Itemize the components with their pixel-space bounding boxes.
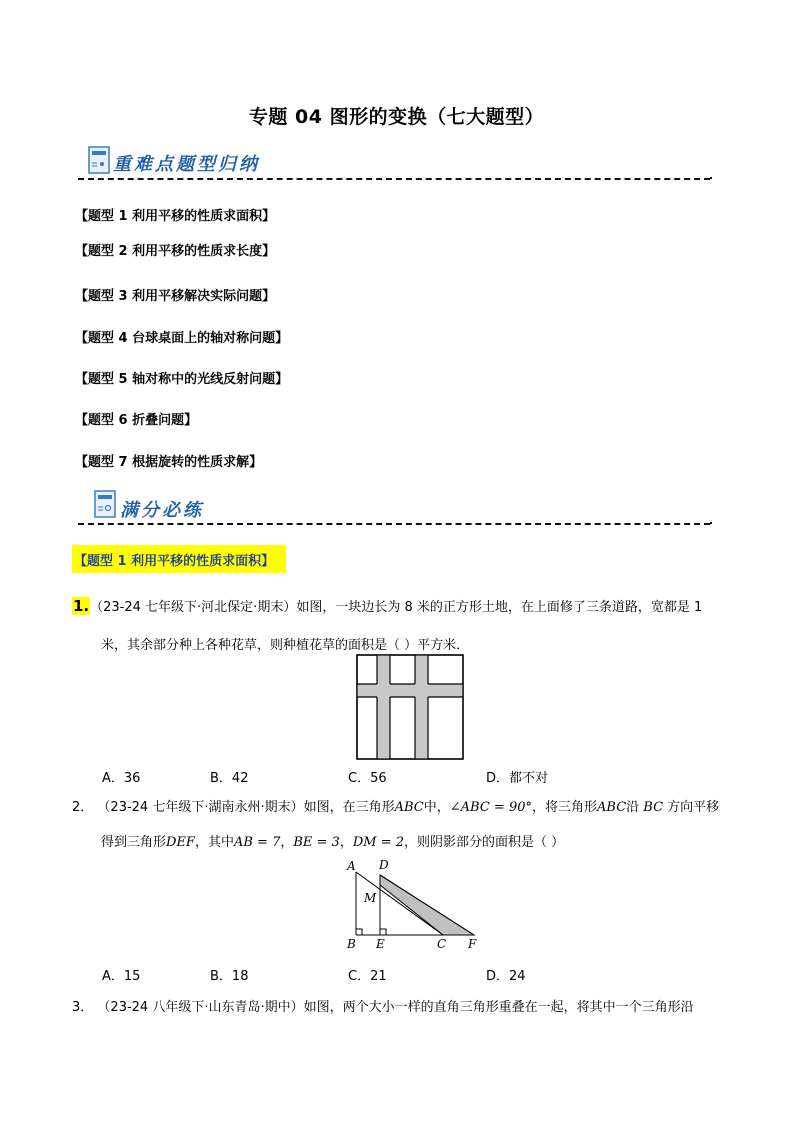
math: ABC: [394, 800, 424, 815]
question-type-tag-label: 【题型 1 利用平移的性质求面积】: [74, 553, 275, 569]
option-c: C．21: [348, 969, 387, 984]
math: DEF: [166, 835, 195, 850]
question-2-line-2: [101, 831, 564, 850]
section-header-key-types: [78, 146, 710, 186]
toc-item-5: 【题型 5 轴对称中的光线反射问题】: [75, 372, 289, 387]
label-d: D: [379, 858, 389, 872]
question-number: 2．: [72, 800, 94, 815]
option-b: B．42: [210, 771, 249, 786]
question-text: （23-24 七年级下·河北保定·期末）如图，一块边长为 8 米的正方形土地，在上面修了三条道路，宽都是 1: [90, 600, 703, 615]
figure-triangle-translation: [335, 856, 485, 952]
toc-item-7: 【题型 7 根据旋转的性质求解】: [75, 455, 263, 470]
label-m: M: [364, 891, 377, 905]
option-c: C．56: [348, 771, 387, 786]
label-c: C: [437, 937, 447, 951]
text: ，则阴影部分的面积是（ ）: [404, 835, 565, 850]
question-3-line-1: [72, 996, 694, 1015]
divider-end: [710, 522, 712, 524]
label-e: E: [376, 937, 385, 951]
question-2-line-1: [72, 796, 719, 815]
text: ，其中: [194, 835, 234, 850]
option-d: D．都不对: [486, 771, 549, 786]
section-title: 重难点题型归纳: [113, 154, 260, 175]
label-f: F: [468, 937, 477, 951]
figure-square-roads: [356, 654, 464, 760]
text: ，将三角形: [532, 800, 598, 815]
question-number: 3．: [72, 1000, 94, 1015]
toc-item-3: 【题型 3 利用平移解决实际问题】: [75, 289, 276, 304]
toc-item-2: 【题型 2 利用平移的性质求长度】: [75, 244, 276, 259]
book-search-icon: [94, 490, 116, 518]
section-title: 满分必练: [120, 500, 204, 521]
text: 方向平移: [663, 800, 720, 815]
math: ∠ABC = 90°: [449, 800, 532, 815]
question-number: 1.: [73, 597, 90, 615]
text: 得到三角形: [101, 835, 167, 850]
question-1-line-1: [72, 596, 702, 615]
text: （23-24 七年级下·湖南永州·期末）如图，在三角形: [97, 800, 395, 815]
math: DM = 2: [352, 835, 405, 850]
toc-item-6: 【题型 6 折叠问题】: [75, 413, 198, 428]
toc-item-4: 【题型 4 台球桌面上的轴对称问题】: [75, 331, 289, 346]
option-a: A．15: [102, 969, 141, 984]
option-a: A．36: [102, 771, 141, 786]
question-text: （23-24 八年级下·山东青岛·期中）如图，两个大小一样的直角三角形重叠在一起，将其中一个三角形沿: [97, 1000, 694, 1015]
toc-item-1: 【题型 1 利用平移的性质求面积】: [75, 209, 276, 224]
math: BE = 3: [293, 835, 340, 850]
text: 沿: [626, 800, 644, 815]
option-d: D．24: [486, 969, 526, 984]
label-b: B: [347, 937, 356, 951]
section-header-practice: [78, 490, 710, 530]
label-a: A: [347, 859, 356, 873]
math: AB = 7: [233, 835, 281, 850]
math: ABC: [597, 800, 627, 815]
question-type-tag: [72, 545, 286, 573]
math: BC: [643, 800, 664, 815]
text: ，: [280, 835, 294, 850]
text: ，: [339, 835, 353, 850]
question-1-line-2: 米，其余部分种上各种花草，则种植花草的面积是（ ）平方米．: [101, 638, 470, 653]
dashed-divider: [78, 178, 710, 180]
page-title: 专题 04 图形的变换（七大题型）: [248, 106, 545, 128]
dashed-divider: [78, 523, 710, 525]
option-b: B．18: [210, 969, 249, 984]
book-icon: [88, 146, 110, 174]
divider-end: [710, 177, 712, 179]
text: 中，: [423, 800, 450, 815]
